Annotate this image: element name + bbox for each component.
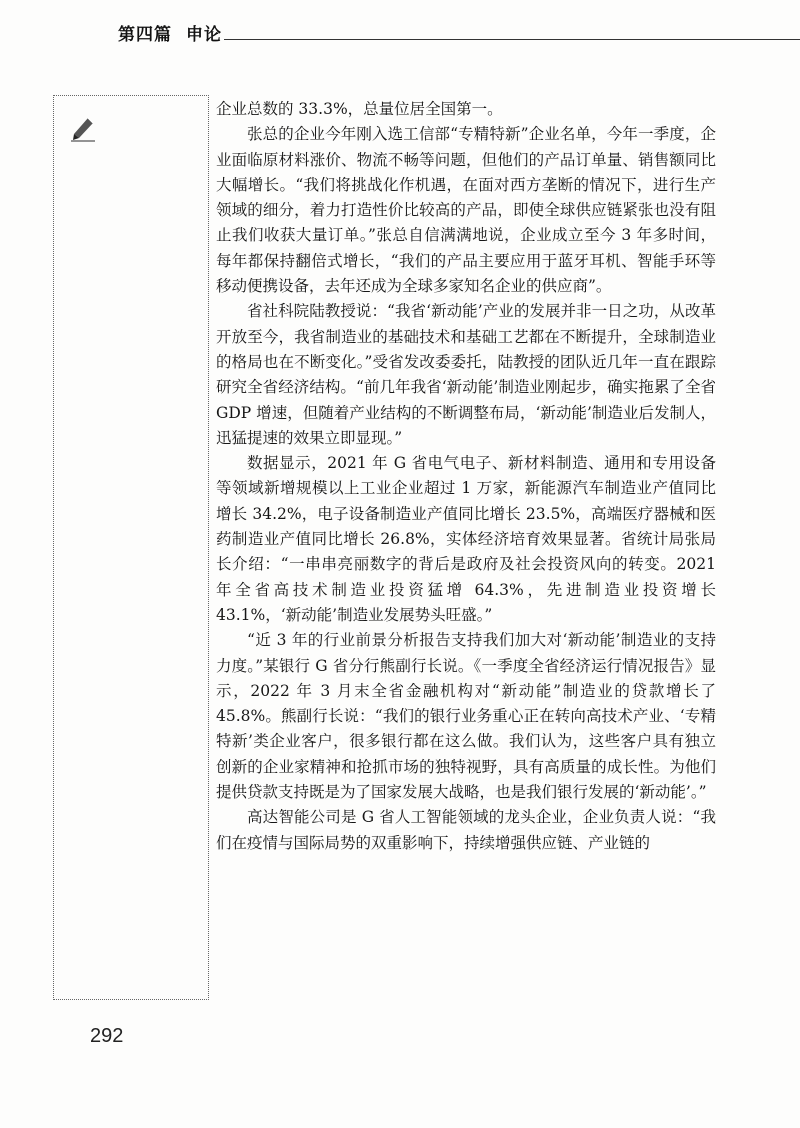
header-part: 第四篇 bbox=[118, 25, 172, 45]
paragraph: 省社科院陆教授说：“我省‘新动能’产业的发展并非一日之功，从改革开放至今，我省制造业的基础技术和基础工艺都在不断提升，全球制造业的格局也在不断变化。”受省发改委委托，陆教授的团队近几年一直在跟踪研究全省经济结构。“前几年我省‘新动能’制造业刚起步，确实拖累了全省 GDP 增速，但随着产业结构的不断调整布局，‘新动能’制造业后发制人，迅猛提速的效果立即显现。” bbox=[216, 302, 716, 447]
running-header bbox=[118, 20, 718, 50]
header-title bbox=[118, 20, 222, 45]
paragraph: 高达智能公司是 G 省人工智能领域的龙头企业，企业负责人说：“我们在疫情与国际局势的双重影响下，持续增强供应链、产业链的 bbox=[216, 808, 716, 852]
body-text bbox=[216, 97, 716, 856]
paragraph: 张总的企业今年刚入选工信部“专精特新”企业名单，今年一季度，企业面临原材料涨价、物流不畅等问题，但他们的产品订单量、销售额同比大幅增长。“我们将挑战化作机遇，在面对西方垄断的情况下，进行生产领域的细分，着力打造性价比较高的产品，即使全球供应链紧张也没有阻止我们收获大量订单。”张总自信满满地说，企业成立至今 3 年多时间，每年都保持翻倍式增长，“我们的产品主要应用于蓝牙耳机、智能手环等移动便携设备，去年还成为全球多家知名企业的供应商”。 bbox=[216, 125, 716, 296]
pencil-icon bbox=[68, 112, 98, 142]
paragraph: 数据显示，2021 年 G 省电气电子、新材料制造、通用和专用设备等领域新增规模以上工业企业超过 1 万家，新能源汽车制造业产值同比增长 34.2%，电子设备制造业产值同比增长 23.5%，高端医疗器械和医药制造业产值同比增长 26.8%，实体经济培育效果显著。省统计局张局长介绍：“一串串亮丽数字的背后是政府及社会投资风向的转变。2021 年全省高技术制造业投资猛增 64.3%，先进制造业投资增长 43.1%，‘新动能’制造业发展势头旺盛。” bbox=[216, 454, 716, 624]
page-number: 292 bbox=[90, 1025, 124, 1047]
margin-note-box bbox=[53, 95, 209, 1000]
sprout-icon bbox=[794, 14, 800, 48]
paragraph: “近 3 年的行业前景分析报告支持我们加大对‘新动能’制造业的支持力度。”某银行 G 省分行熊副行长说。《一季度全省经济运行情况报告》显示，2022 年 3 月末全省金融机构对“新动能”制造业的贷款增长了 45.8%。熊副行长说：“我们的银行业务重心正在转向高技术产业、‘专精特新’类企业客户，很多银行都在这么做。我们认为，这些客户具有独立创新的企业家精神和抢抓市场的独特视野，具有高质量的成长性。为他们提供贷款支持既是为了国家发展大战略，也是我们银行发展的‘新动能’。” bbox=[216, 631, 716, 802]
header-section: 申论 bbox=[186, 25, 222, 45]
header-rule bbox=[224, 39, 800, 40]
paragraph: 企业总数的 33.3%，总量位居全国第一。 bbox=[216, 100, 503, 118]
